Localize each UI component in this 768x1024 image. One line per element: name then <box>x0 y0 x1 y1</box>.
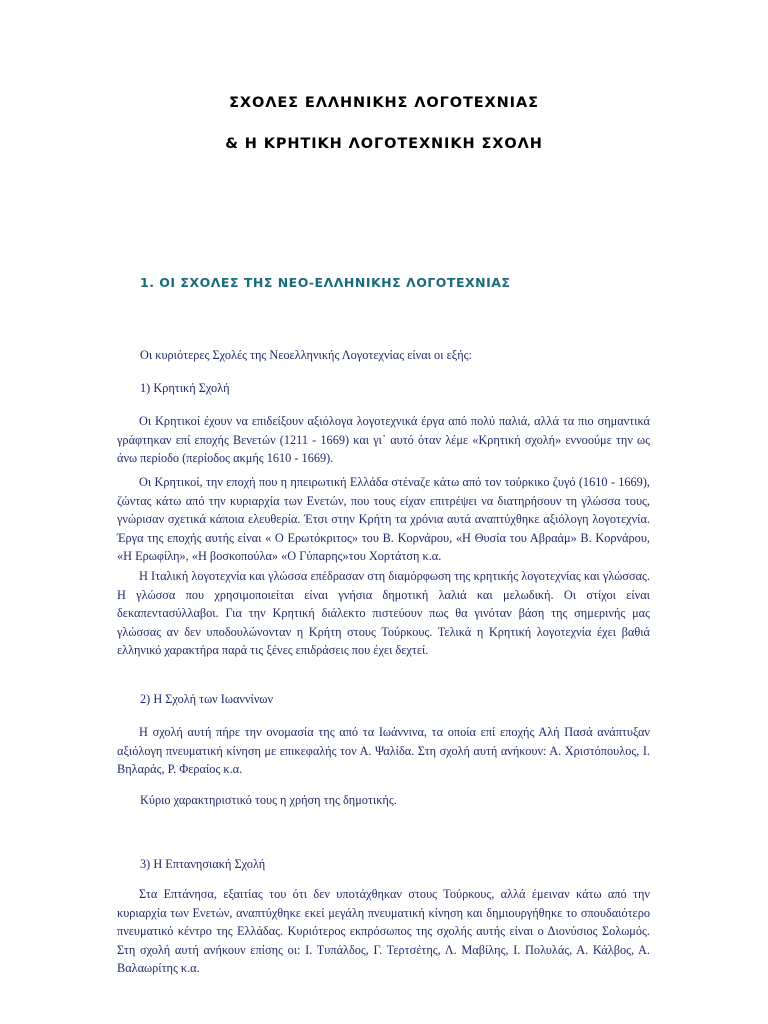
school2-paragraph-2: Κύριο χαρακτηριστικό τους η χρήση της δημοτικής. <box>140 793 397 807</box>
school2-heading: 2) Η Σχολή των Ιωαννίνων <box>140 692 274 706</box>
intro-paragraph: Οι κυριότερες Σχολές της Νεοελληνικής Λογοτεχνίας είναι οι εξής: <box>140 348 472 362</box>
school1-paragraph-2: Οι Κρητικοί, την εποχή που η ηπειρωτική Ελλάδα στέναζε κάτω από τον τούρκικο ζυγό (1610 - 1669), ζώντας κάτω από την κυριαρχία των Ενετών, που τους είχαν επιτρέψει να διατηρήσουν τη γλώσσα τους, γνώρισαν σχετικά κάποια ελευθερία. Έτσι στην Κρήτη τα χρόνια αυτά αναπτύχθηκε αξιόλογη λογοτεχνία. Έργα της εποχής αυτής είναι « Ο Ερωτόκριτος» του Β. Κορνάρου, «Η Θυσία του Αβραάμ» Β. Κορνάρου, «Η Ερωφίλη», «Η βοσκοπούλα» «Ο Γύπαρης»του Χορτάτση κ.α. <box>117 475 650 563</box>
school3-paragraph-1: Στα Επτάνησα, εξαιτίας του ότι δεν υποτάχθηκαν στους Τούρκους, αλλά έμειναν κάτω από την κυριαρχία των Ενετών, αναπτύχθηκε εκεί μεγάλη πνευματική κίνηση και δημιουργήθηκε το σπουδαιότερο πνευματικό κέντρο της Ελλάδας. Κυριότερος εκπρόσωπος της σχολής αυτής είναι ο Διονύσιος Σολωμός. Στη σχολή αυτή ανήκουν επίσης οι: Ι. Τυπάλδος, Γ. Τερτσέτης, Λ. Μαβίλης, Ι. Πολυλάς, Α. Κάλβος, Α. Βαλαωρίτης κ.α. <box>117 887 650 975</box>
school3-heading: 3) Η Επτανησιακή Σχολή <box>140 857 266 871</box>
school1-paragraph-3: Η Ιταλική λογοτεχνία και γλώσσα επέδρασαν στη διαμόρφωση της κρητικής λογοτεχνίας και γλώσσας. Η γλώσσα που χρησιμοποιείται είναι γνήσια δημοτική λαλιά και μελωδική. Οι στίχοι είναι δεκαπεντασύλλαβοι. Για την Κρητική διάλεκτο πιστεύουν πως θα γινόταν βάση της σημερινής μας γλώσσας αν δεν υποδουλώνονταν η Κρήτη στους Τούρκους. Τελικά η Κρητική λογοτεχνία έχει βαθιά ελληνικό χαρακτήρα παρά τις ξένες επιδράσεις που έχει δεχτεί. <box>117 569 650 657</box>
document-title-line1: ΣΧΟΛΕΣ ΕΛΛΗΝΙΚΗΣ ΛΟΓΟΤΕΧΝΙΑΣ <box>229 95 539 111</box>
document-title-line2: & Η ΚΡΗΤΙΚΗ ΛΟΓΟΤΕΧΝΙΚΗ ΣΧΟΛΗ <box>225 136 543 152</box>
section-heading: 1. ΟΙ ΣΧΟΛΕΣ ΤΗΣ ΝΕΟ-ΕΛΛΗΝΙΚΗΣ ΛΟΓΟΤΕΧΝΙΑΣ <box>140 275 511 290</box>
school1-heading: 1) Κρητική Σχολή <box>140 381 230 395</box>
school2-paragraph-1: Η σχολή αυτή πήρε την ονομασία της από τα Ιωάννινα, τα οποία επί εποχής Αλή Πασά ανάπτυξαν αξιόλογη πνευματική κίνηση με επικεφαλής τον Α. Ψαλίδα. Στη σχολή αυτή ανήκουν: Α. Χριστόπουλος, Ι. Βηλαράς, Ρ. Φεραίος κ.α. <box>117 725 650 776</box>
school1-paragraph-1: Οι Κρητικοί έχουν να επιδείξουν αξιόλογα λογοτεχνικά έργα από πολύ παλιά, αλλά τα πιο σημαντικά γράφτηκαν επί εποχής Βενετών (1211 - 1669) και γι᾽ αυτό όταν λέμε «Κρητική σχολή» εννοούμε την ως άνω περίοδο (περίοδος ακμής 1610 - 1669). <box>117 414 650 465</box>
